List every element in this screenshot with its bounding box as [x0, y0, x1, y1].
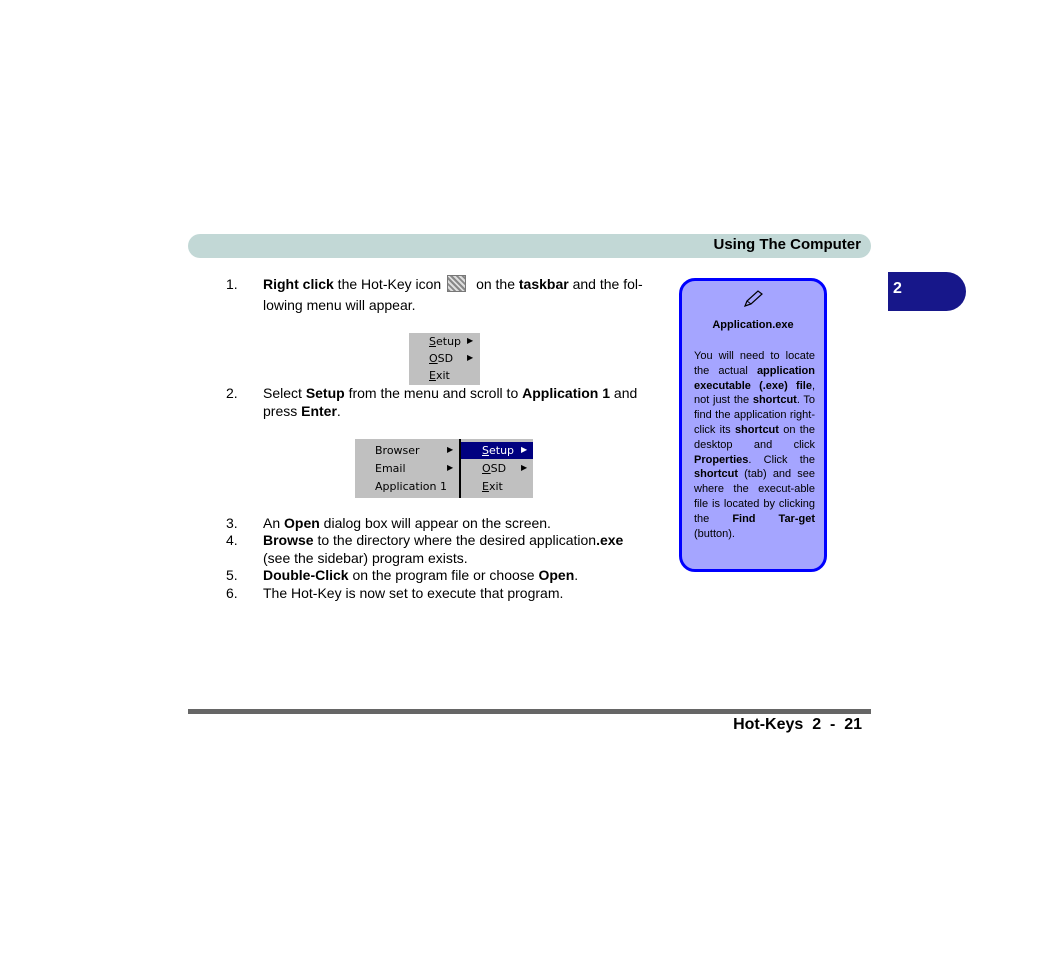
bold-text: Find Tar-get	[732, 512, 815, 525]
text: (button).	[694, 527, 735, 540]
text: Select	[263, 385, 306, 401]
text: You will need to locate the actual	[694, 350, 815, 377]
step-text	[263, 531, 663, 567]
submenu-arrow-icon: ▶	[447, 463, 454, 472]
mnemonic: O	[429, 352, 438, 365]
bold-text: shortcut	[734, 423, 779, 436]
step-number: 2.	[226, 385, 238, 401]
bold-text: Right click	[263, 276, 334, 292]
chapter-number: 2	[893, 280, 902, 297]
hotkey-context-menu	[409, 333, 480, 385]
mnemonic: S	[482, 444, 489, 457]
submenu-arrow-icon: ▶	[521, 445, 528, 454]
step-text	[263, 584, 663, 602]
menu-item-application-1[interactable]: Application 1	[375, 480, 447, 493]
step-text	[263, 514, 663, 532]
text: press	[263, 403, 302, 419]
bold-text: Browse	[263, 532, 314, 548]
text: on the desktop and click	[694, 423, 816, 451]
menu-item-setup-selected[interactable]	[482, 442, 514, 459]
submenu-arrow-icon: ▶	[467, 353, 474, 362]
bold-text: Double-Click	[263, 567, 349, 583]
footer-rule	[188, 709, 871, 714]
sidebar-title: Application.exe	[712, 319, 794, 331]
text: to the directory where the desired application	[313, 532, 597, 548]
bold-text: Setup	[305, 385, 345, 401]
label: etup	[435, 335, 462, 348]
menu-item-osd[interactable]	[429, 350, 453, 367]
text: and the fol-	[568, 276, 643, 292]
bold-text: Open	[538, 567, 575, 583]
text: dialog box will appear on the screen.	[319, 515, 551, 531]
text: the Hot-Key icon	[333, 276, 442, 292]
text: lowing menu will appear.	[263, 297, 416, 313]
menu-item-email[interactable]: Email	[375, 462, 406, 475]
bold-text: .exe	[596, 532, 624, 548]
step-number: 1.	[226, 276, 238, 292]
bold-text: Properties	[694, 453, 749, 466]
text: from the menu and scroll to	[344, 385, 523, 401]
menu-item-exit[interactable]	[429, 367, 450, 384]
chapter-tab	[888, 272, 966, 311]
hot-key-icon	[447, 275, 466, 292]
submenu-arrow-icon: ▶	[447, 445, 454, 454]
header-bar	[188, 234, 871, 258]
sidebar-note	[679, 278, 827, 572]
step-text	[263, 566, 663, 584]
menu-item-browser[interactable]: Browser	[375, 444, 420, 457]
section-title: Using The Computer	[713, 236, 861, 253]
label: etup	[488, 444, 515, 457]
bold-text: application executable (.exe) file	[694, 364, 815, 392]
submenu-arrow-icon: ▶	[521, 463, 528, 472]
label: SD	[490, 462, 507, 475]
bold-text: Application 1	[522, 385, 611, 401]
step-number: 3.	[226, 515, 238, 531]
menu-item-setup[interactable]	[429, 333, 461, 350]
setup-submenu-screenshot	[355, 438, 533, 498]
sidebar-text	[694, 349, 815, 541]
text: .	[574, 567, 579, 583]
bold-text: shortcut	[694, 468, 738, 481]
text: An	[263, 515, 285, 531]
mnemonic: E	[482, 480, 489, 493]
step-number: 6.	[226, 585, 238, 601]
text: and	[610, 385, 638, 401]
pencil-icon	[742, 289, 764, 309]
menu-item-osd[interactable]	[482, 460, 506, 477]
text: . Click the	[748, 453, 815, 466]
step-text	[263, 275, 663, 314]
step-text	[263, 384, 663, 420]
text: (see the sidebar) program exists.	[263, 550, 468, 566]
text: The Hot-Key is now set to execute that program.	[263, 585, 564, 601]
step-number: 4.	[226, 532, 238, 548]
menu-item-exit[interactable]	[482, 478, 503, 495]
bold-text: Open	[284, 515, 320, 531]
page-footer: Hot-Keys 2 - 21	[733, 716, 862, 733]
bold-text: Enter	[301, 403, 337, 419]
step-number: 5.	[226, 567, 238, 583]
mnemonic: O	[482, 462, 491, 475]
label: xit	[488, 480, 503, 493]
bold-text: taskbar	[518, 276, 569, 292]
text: .	[336, 403, 341, 419]
submenu-arrow-icon: ▶	[467, 336, 474, 345]
label: SD	[437, 352, 454, 365]
text: , not just the	[694, 379, 815, 407]
text: on the program file or choose	[348, 567, 539, 583]
bold-text: shortcut	[752, 394, 797, 407]
mnemonic: E	[429, 369, 436, 382]
text: . To find the application right-click its	[694, 394, 816, 436]
label: xit	[435, 369, 450, 382]
text: (tab) and see where the execut-able file is located by clicking the	[694, 468, 815, 525]
text: on the	[472, 276, 519, 292]
mnemonic: S	[429, 335, 436, 348]
